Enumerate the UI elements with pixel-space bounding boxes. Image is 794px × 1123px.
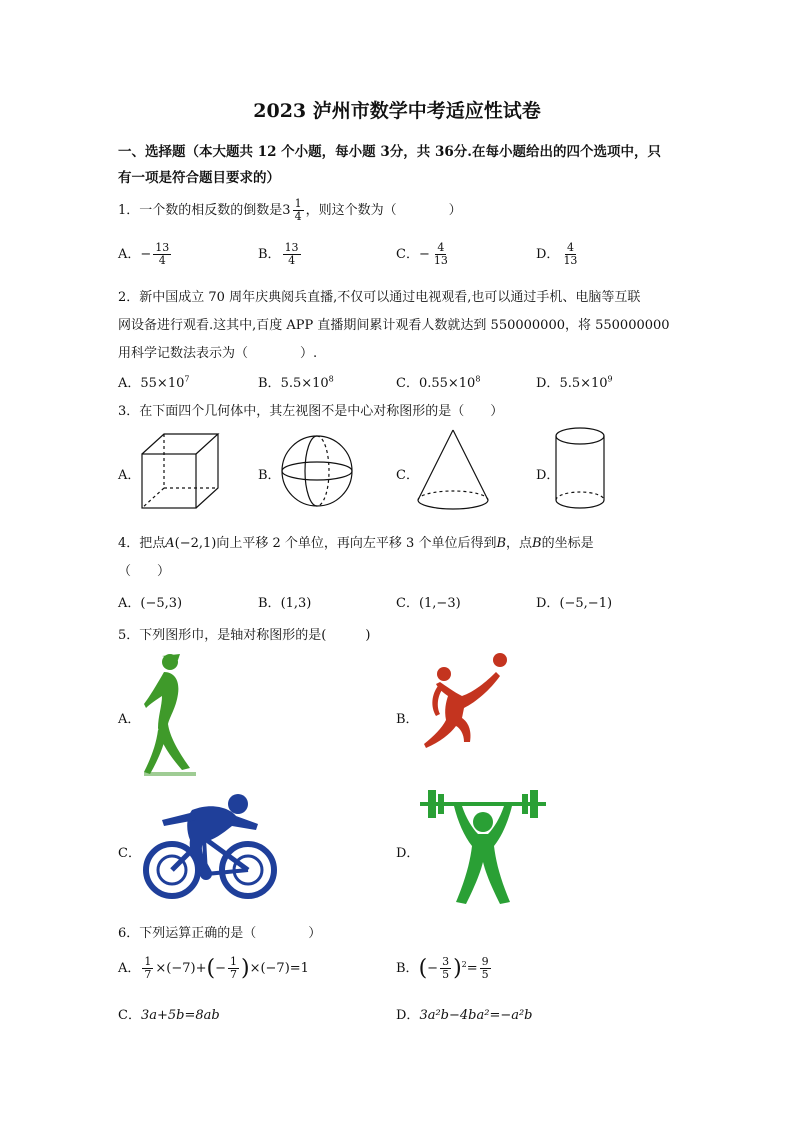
question-1-option-b[interactable]: B． $\frac{13}{4}$ xyxy=(258,241,299,268)
section-heading-line2: 有一项是符合题目要求的） xyxy=(118,170,280,186)
page-title: 2023 泸州市数学中考适应性试卷 xyxy=(253,100,541,122)
question-6-option-c[interactable]: C．3a+5b=8ab xyxy=(118,1008,220,1023)
cube-icon xyxy=(140,432,220,510)
question-2-option-c[interactable]: C．$0.55\times 10^8$ xyxy=(396,374,481,391)
question-6-stem: 6．下列运算正确的是（ ） xyxy=(118,926,322,941)
question-5-option-b-label[interactable]: B． xyxy=(396,712,419,727)
question-3-option-c-label[interactable]: C． xyxy=(396,468,419,483)
sphere-icon xyxy=(280,434,354,508)
question-2-option-d[interactable]: D．$5.5\times 10^9$ xyxy=(536,374,613,391)
question-4-answer-bracket: （ ） xyxy=(118,564,171,579)
question-6-option-d[interactable]: D．3a²b−4ba²=−a²b xyxy=(396,1008,533,1023)
question-4-option-d[interactable]: D．(−5,−1) xyxy=(536,596,613,611)
question-1-option-a[interactable]: A．− $\frac{13}{4}$ xyxy=(118,241,170,268)
cylinder-icon xyxy=(554,426,606,512)
question-3-option-a-label[interactable]: A． xyxy=(118,468,141,483)
question-4-option-a[interactable]: A．(−5,3) xyxy=(118,596,183,611)
volleyball-player-icon xyxy=(416,652,516,762)
weightlifter-icon xyxy=(418,788,548,908)
question-2-line1: 2．新中国成立 70 周年庆典阅兵直播,不仅可以通过电视观看,也可以通过手机、电脑等互联 xyxy=(118,290,641,305)
question-4-option-b[interactable]: B．(1,3) xyxy=(258,596,312,611)
question-6-option-a[interactable]: A． $\frac{1}{7}$ ×(−7)+(− $\frac{1}{7}$ )×(−7)=1 xyxy=(118,955,309,982)
cyclist-icon xyxy=(142,790,278,902)
question-3-option-d-label[interactable]: D． xyxy=(536,468,560,483)
question-5-stem: 5．下列图形巾，是轴对称图形的是( ) xyxy=(118,628,371,643)
question-1-option-d[interactable]: D． $\frac{4}{13}$ xyxy=(536,241,578,268)
question-1-stem: 1．一个数的相反数的倒数是3 $\frac{1}{4}$ ，则这个数为（ ） xyxy=(118,197,462,224)
question-3-option-b-label[interactable]: B． xyxy=(258,468,281,483)
question-2-option-a[interactable]: A．$55\times 10^7$ xyxy=(118,374,190,391)
mixed-fraction: $\frac{1}{4}$ xyxy=(294,197,302,224)
question-1-option-c[interactable]: C．− $\frac{4}{13}$ xyxy=(396,241,448,268)
question-5-option-a-label[interactable]: A． xyxy=(118,712,141,727)
section-heading-line1: 一、选择题（本大题共 12 个小题，每小题 3分，共 36分.在每小题给出的四个选项中，只 xyxy=(118,144,661,160)
question-4-stem: 4．把点A(−2,1)向上平移 2 个单位，再向左平移 3 个单位后得到B，点B的坐标是 xyxy=(118,536,594,551)
question-5-option-c-label[interactable]: C． xyxy=(118,846,141,861)
question-2-option-b[interactable]: B．$5.5\times 10^8$ xyxy=(258,374,334,391)
question-5-option-d-label[interactable]: D． xyxy=(396,846,420,861)
question-6-option-b[interactable]: B．(− $\frac{3}{5}$ )$^2$= $\frac{9}{5}$ xyxy=(396,955,489,982)
golfer-icon xyxy=(140,650,196,776)
question-3-stem: 3．在下面四个几何体中，其左视图不是中心对称图形的是（ ） xyxy=(118,404,504,419)
question-2-line2: 网设备进行观看.这其中,百度 APP 直播期间累计观看人数就达到 550000000，将 550000000 xyxy=(118,318,670,333)
cone-icon xyxy=(416,428,490,512)
question-2-line3: 用科学记数法表示为（ ）. xyxy=(118,346,318,361)
question-4-option-c[interactable]: C．(1,−3) xyxy=(396,596,461,611)
